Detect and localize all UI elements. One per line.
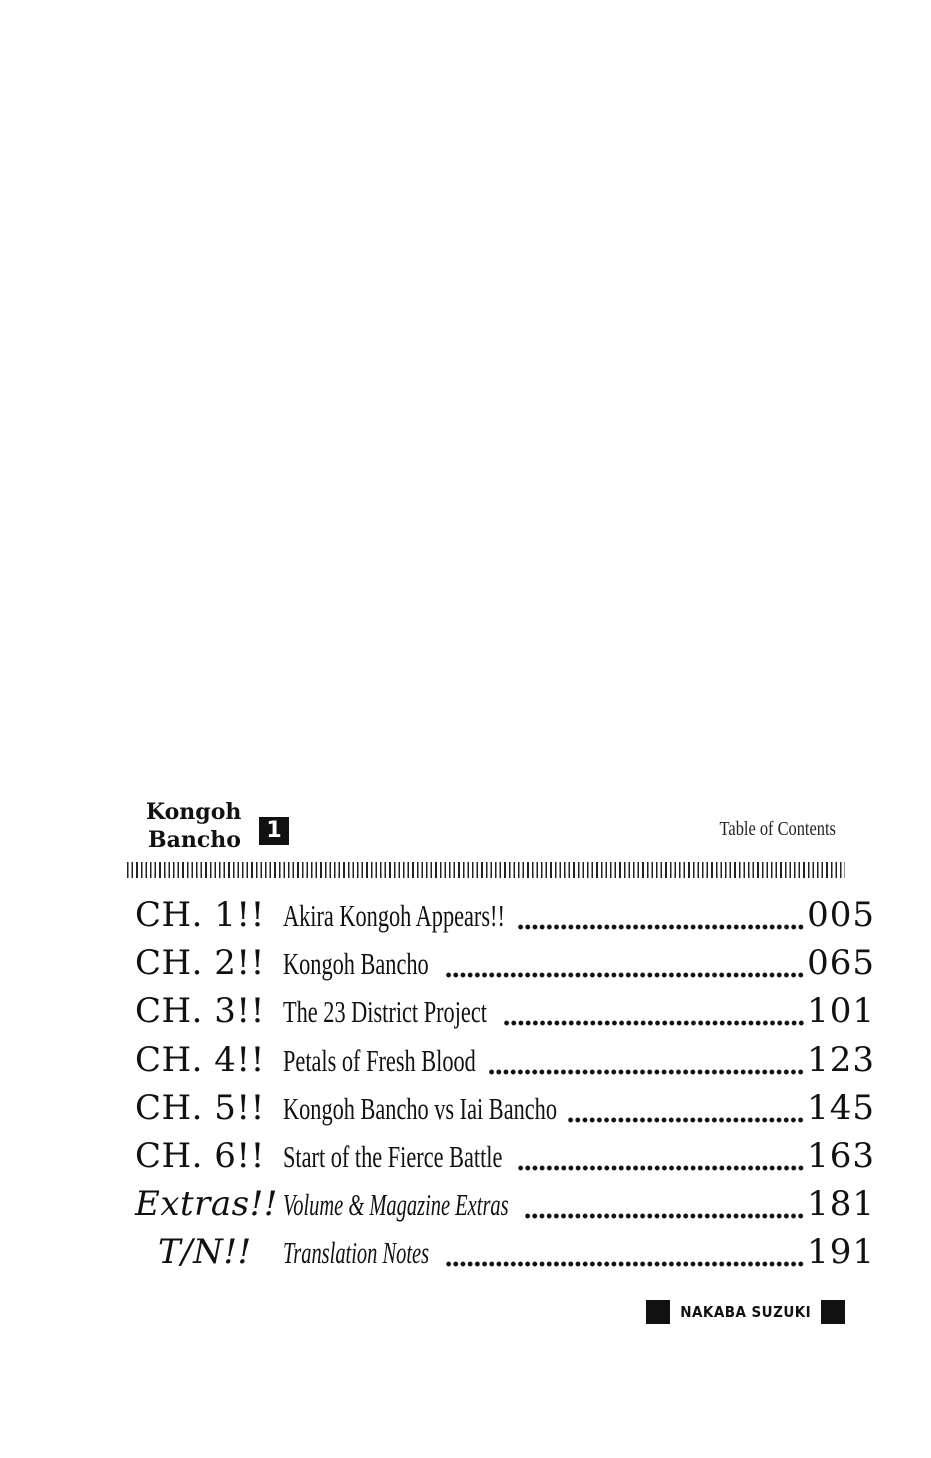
entry-title: The 23 District Project bbox=[283, 994, 487, 1030]
entry-page-number: 181 bbox=[807, 1184, 875, 1225]
tick-divider bbox=[127, 862, 845, 878]
author-name: NAKABA SUZUKI bbox=[680, 1303, 812, 1321]
series-title bbox=[146, 798, 241, 854]
volume-badge: 1 bbox=[259, 817, 289, 845]
toc-entry-ch6[interactable] bbox=[0, 1131, 931, 1179]
series-title-line2: Bancho bbox=[148, 827, 241, 853]
toc-entry-extras[interactable] bbox=[0, 1179, 931, 1227]
entry-page-number: 065 bbox=[807, 943, 875, 984]
dot-leader bbox=[517, 923, 805, 931]
dot-leader bbox=[524, 1212, 805, 1220]
dot-leader bbox=[567, 1116, 805, 1124]
toc-entry-ch1[interactable] bbox=[0, 890, 931, 938]
entry-title: Kongoh Bancho vs Iai Bancho bbox=[283, 1090, 557, 1126]
entry-page-number: 005 bbox=[807, 895, 875, 935]
toc-entry-ch3[interactable] bbox=[0, 986, 931, 1034]
toc-entry-ch5[interactable] bbox=[0, 1083, 931, 1131]
entry-page-number: 191 bbox=[807, 1232, 875, 1273]
entry-label: CH. 3!! bbox=[135, 991, 265, 1032]
dot-leader bbox=[445, 1260, 805, 1268]
entry-title: Akira Kongoh Appears!! bbox=[283, 898, 505, 933]
dot-leader bbox=[445, 971, 805, 979]
entry-label: CH. 4!! bbox=[135, 1039, 265, 1080]
entry-label: CH. 5!! bbox=[135, 1087, 265, 1128]
entry-page-number: 145 bbox=[807, 1087, 875, 1128]
toc-entry-ch4[interactable] bbox=[0, 1035, 931, 1083]
toc-list bbox=[0, 890, 931, 1276]
entry-title: Petals of Fresh Blood bbox=[283, 1042, 476, 1078]
entry-page-number: 123 bbox=[807, 1039, 875, 1080]
toc-entry-ch2[interactable] bbox=[0, 938, 931, 986]
dot-leader bbox=[503, 1019, 805, 1027]
entry-page-number: 101 bbox=[807, 991, 875, 1032]
dot-leader bbox=[517, 1164, 805, 1172]
entry-title: Start of the Fierce Battle bbox=[283, 1138, 503, 1174]
entry-label: Extras!! bbox=[135, 1184, 278, 1225]
left-black-block bbox=[646, 1300, 670, 1324]
series-title-line1: Kongoh bbox=[146, 799, 242, 825]
right-black-block bbox=[821, 1300, 845, 1324]
entry-title: Kongoh Bancho bbox=[283, 946, 429, 982]
entry-page-number: 163 bbox=[807, 1135, 875, 1176]
entry-label: CH. 2!! bbox=[135, 943, 265, 984]
dot-leader bbox=[488, 1068, 805, 1076]
toc-heading: Table of Contents bbox=[719, 818, 836, 840]
entry-label: CH. 6!! bbox=[135, 1135, 265, 1176]
entry-title: Volume & Magazine Extras bbox=[283, 1187, 509, 1223]
entry-label: CH. 1!! bbox=[135, 895, 265, 935]
toc-entry-translation-notes[interactable] bbox=[0, 1227, 931, 1275]
entry-label: T/N!! bbox=[158, 1232, 252, 1273]
entry-title: Translation Notes bbox=[283, 1235, 430, 1271]
author-credit bbox=[646, 1300, 845, 1324]
